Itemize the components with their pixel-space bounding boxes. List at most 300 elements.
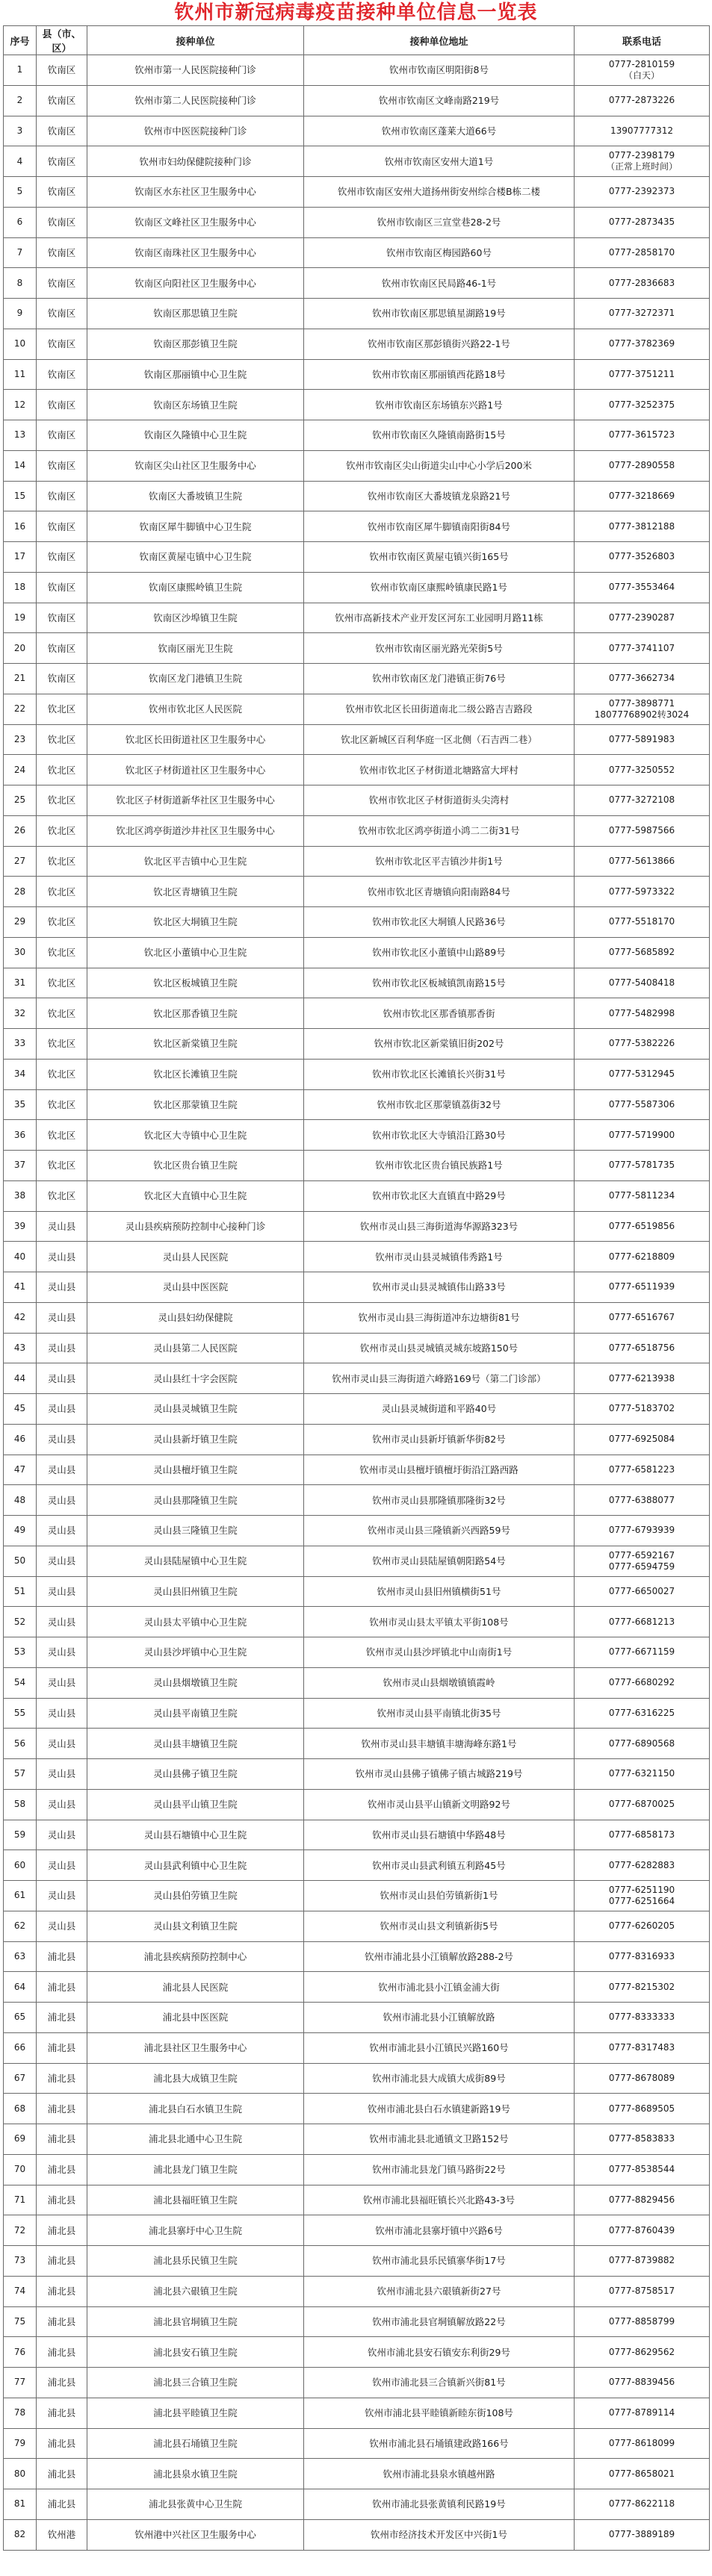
table-row bbox=[4, 1667, 710, 1698]
row-phone: 0777-6282883 bbox=[575, 1850, 710, 1881]
row-district: 钦北区 bbox=[37, 1120, 87, 1151]
row-number: 64 bbox=[4, 1972, 37, 2003]
row-number: 75 bbox=[4, 2306, 37, 2337]
table-row bbox=[4, 2276, 710, 2306]
row-number: 26 bbox=[4, 815, 37, 846]
row-address: 钦州市灵山县灵城镇伟山路33号 bbox=[304, 1272, 575, 1303]
row-address: 钦州市钦北区大直镇直中路29号 bbox=[304, 1180, 575, 1211]
row-number: 43 bbox=[4, 1333, 37, 1363]
row-unit: 钦北区长田街道社区卫生服务中心 bbox=[87, 724, 304, 755]
row-number: 33 bbox=[4, 1029, 37, 1060]
table-row bbox=[4, 2003, 710, 2033]
row-address: 钦州市钦南区文峰南路219号 bbox=[304, 85, 575, 116]
row-unit: 钦南区犀牛脚镇中心卫生院 bbox=[87, 511, 304, 542]
row-unit: 钦州市第二人民医院接种门诊 bbox=[87, 85, 304, 116]
row-unit: 钦北区新棠镇卫生院 bbox=[87, 1029, 304, 1060]
row-number: 16 bbox=[4, 511, 37, 542]
row-district: 钦北区 bbox=[37, 1151, 87, 1181]
row-address: 钦州市灵山县三海街道冲东边塘街81号 bbox=[304, 1302, 575, 1333]
row-address: 钦北区新城区百利华庭一区北侧（石吉西二巷） bbox=[304, 724, 575, 755]
row-district: 浦北县 bbox=[37, 2428, 87, 2459]
table-row bbox=[4, 1059, 710, 1089]
row-district: 钦南区 bbox=[37, 420, 87, 451]
row-number: 58 bbox=[4, 1789, 37, 1820]
row-unit: 钦南区水东社区卫生服务中心 bbox=[87, 177, 304, 208]
row-unit: 钦北区子材街道新华社区卫生服务中心 bbox=[87, 785, 304, 816]
row-phone: 0777-5408418 bbox=[575, 968, 710, 998]
table-row bbox=[4, 1698, 710, 1729]
table-row bbox=[4, 2459, 710, 2489]
row-address: 钦州市钦北区子材街道北塘路富大坪村 bbox=[304, 755, 575, 785]
table-row bbox=[4, 1729, 710, 1759]
table-row bbox=[4, 998, 710, 1029]
row-unit: 钦州市中医医院接种门诊 bbox=[87, 116, 304, 146]
row-address: 钦州市钦南区蓬莱大道66号 bbox=[304, 116, 575, 146]
row-district: 钦南区 bbox=[37, 116, 87, 146]
row-number: 82 bbox=[4, 2519, 37, 2550]
row-unit: 灵山县佛子镇卫生院 bbox=[87, 1759, 304, 1790]
row-number: 77 bbox=[4, 2368, 37, 2398]
row-number: 38 bbox=[4, 1180, 37, 1211]
table-row bbox=[4, 2185, 710, 2215]
row-address: 钦州市灵山县陆屋镇朝阳路54号 bbox=[304, 1546, 575, 1576]
row-number: 8 bbox=[4, 268, 37, 299]
row-address: 钦州市钦北区板城镇凯南路15号 bbox=[304, 968, 575, 998]
row-district: 灵山县 bbox=[37, 1759, 87, 1790]
row-address: 钦州市灵山县太平镇太平街108号 bbox=[304, 1607, 575, 1637]
row-number: 22 bbox=[4, 694, 37, 724]
row-district: 钦南区 bbox=[37, 450, 87, 481]
row-address: 钦州市钦南区安州大道扬州街安州综合楼B栋二楼 bbox=[304, 177, 575, 208]
row-district: 钦南区 bbox=[37, 542, 87, 573]
row-district: 浦北县 bbox=[37, 2368, 87, 2398]
table-row bbox=[4, 846, 710, 877]
row-address: 钦州市高新技术产业开发区河东工业园明月路11栋 bbox=[304, 603, 575, 633]
row-phone: 0777-3782369 bbox=[575, 329, 710, 359]
row-phone: 0777-5613866 bbox=[575, 846, 710, 877]
row-phone: 0777-5183702 bbox=[575, 1394, 710, 1425]
row-unit: 浦北县张黄中心卫生院 bbox=[87, 2489, 304, 2520]
row-unit: 钦北区长滩镇卫生院 bbox=[87, 1059, 304, 1089]
row-address: 钦州市钦南区东场镇东兴路1号 bbox=[304, 390, 575, 420]
row-phone: 0777-8538544 bbox=[575, 2154, 710, 2185]
row-district: 钦南区 bbox=[37, 299, 87, 329]
row-phone: 0777-6260205 bbox=[575, 1911, 710, 1941]
row-address: 钦州市灵山县沙坪镇北中山南街1号 bbox=[304, 1637, 575, 1668]
row-phone: 0777-6213938 bbox=[575, 1363, 710, 1394]
row-district: 灵山县 bbox=[37, 1302, 87, 1333]
table-row bbox=[4, 1363, 710, 1394]
row-district: 钦北区 bbox=[37, 1059, 87, 1089]
header-district: 县（市、区） bbox=[37, 26, 87, 55]
row-address: 钦州市浦北县白石水镇建新路19号 bbox=[304, 2094, 575, 2124]
row-number: 3 bbox=[4, 116, 37, 146]
table-row bbox=[4, 2124, 710, 2155]
row-district: 灵山县 bbox=[37, 1729, 87, 1759]
table-row bbox=[4, 2094, 710, 2124]
table-row bbox=[4, 1455, 710, 1485]
row-unit: 钦南区黄屋屯镇中心卫生院 bbox=[87, 542, 304, 573]
row-phone: 0777-6650027 bbox=[575, 1576, 710, 1607]
row-unit: 浦北县疾病预防控制中心 bbox=[87, 1941, 304, 1972]
row-phone: 0777-8839456 bbox=[575, 2368, 710, 2398]
row-district: 灵山县 bbox=[37, 1242, 87, 1272]
row-phone: 0777-3272108 bbox=[575, 785, 710, 816]
row-district: 浦北县 bbox=[37, 2215, 87, 2246]
row-phone: 0777-8789114 bbox=[575, 2398, 710, 2428]
table-row bbox=[4, 2428, 710, 2459]
table-row bbox=[4, 299, 710, 329]
row-number: 34 bbox=[4, 1059, 37, 1089]
table-row bbox=[4, 1820, 710, 1850]
row-phone: 0777-6681213 bbox=[575, 1607, 710, 1637]
row-number: 81 bbox=[4, 2489, 37, 2520]
row-phone: 0777-3218669 bbox=[575, 481, 710, 511]
table-row bbox=[4, 1972, 710, 2003]
table-row bbox=[4, 1089, 710, 1120]
row-number: 56 bbox=[4, 1729, 37, 1759]
table-row bbox=[4, 1881, 710, 1911]
row-number: 67 bbox=[4, 2063, 37, 2094]
row-phone: 0777-3812188 bbox=[575, 511, 710, 542]
row-unit: 浦北县官垌镇卫生院 bbox=[87, 2306, 304, 2337]
row-district: 灵山县 bbox=[37, 1363, 87, 1394]
row-address: 钦州市灵山县三海街道六峰路169号（第二门诊部） bbox=[304, 1363, 575, 1394]
table-row bbox=[4, 2398, 710, 2428]
row-address: 钦州市钦南区梅园路60号 bbox=[304, 237, 575, 268]
table-row bbox=[4, 268, 710, 299]
row-address: 钦州市浦北县石埇镇建政路166号 bbox=[304, 2428, 575, 2459]
row-number: 30 bbox=[4, 937, 37, 968]
row-unit: 钦北区贵台镇卫生院 bbox=[87, 1151, 304, 1181]
row-unit: 钦州市妇幼保健院接种门诊 bbox=[87, 146, 304, 177]
table-row bbox=[4, 1333, 710, 1363]
row-phone: 13907777312 bbox=[575, 116, 710, 146]
row-unit: 浦北县社区卫生服务中心 bbox=[87, 2032, 304, 2063]
row-district: 灵山县 bbox=[37, 1333, 87, 1363]
row-district: 灵山县 bbox=[37, 1424, 87, 1455]
row-phone: 0777-3526803 bbox=[575, 542, 710, 573]
row-unit: 浦北县龙门镇卫生院 bbox=[87, 2154, 304, 2185]
row-district: 钦北区 bbox=[37, 846, 87, 877]
row-address: 钦州市灵山县武利镇五利路45号 bbox=[304, 1850, 575, 1881]
table-row bbox=[4, 815, 710, 846]
row-phone: 0777-3553464 bbox=[575, 572, 710, 603]
row-unit: 灵山县伯劳镇卫生院 bbox=[87, 1881, 304, 1911]
row-number: 23 bbox=[4, 724, 37, 755]
row-address: 钦州市浦北县龙门镇马路街22号 bbox=[304, 2154, 575, 2185]
row-address: 钦州市经济技术开发区中兴街1号 bbox=[304, 2519, 575, 2550]
row-number: 46 bbox=[4, 1424, 37, 1455]
row-district: 灵山县 bbox=[37, 1637, 87, 1668]
row-unit: 钦南区久隆镇中心卫生院 bbox=[87, 420, 304, 451]
row-unit: 浦北县北通中心卫生院 bbox=[87, 2124, 304, 2155]
row-phone: 0777-6793939 bbox=[575, 1516, 710, 1546]
row-unit: 浦北县安石镇卫生院 bbox=[87, 2337, 304, 2368]
row-phone: 0777-8618099 bbox=[575, 2428, 710, 2459]
row-address: 钦州市灵山县三海街道海华源路323号 bbox=[304, 1211, 575, 1242]
row-address: 钦州市钦南区安州大道1号 bbox=[304, 146, 575, 177]
row-number: 19 bbox=[4, 603, 37, 633]
row-address: 钦州市浦北县乐民镇寨华街17号 bbox=[304, 2246, 575, 2277]
row-phone: 0777-6218809 bbox=[575, 1242, 710, 1272]
row-number: 40 bbox=[4, 1242, 37, 1272]
row-address: 钦州市浦北县小江镇金浦大街 bbox=[304, 1972, 575, 2003]
table-row bbox=[4, 146, 710, 177]
row-unit: 灵山县檀圩镇卫生院 bbox=[87, 1455, 304, 1485]
row-district: 浦北县 bbox=[37, 2489, 87, 2520]
row-number: 27 bbox=[4, 846, 37, 877]
row-phone: 0777-3889189 bbox=[575, 2519, 710, 2550]
row-phone: 0777-5719900 bbox=[575, 1120, 710, 1151]
row-address: 钦州市浦北县张黄镇利民路19号 bbox=[304, 2489, 575, 2520]
row-number: 65 bbox=[4, 2003, 37, 2033]
table-row bbox=[4, 664, 710, 694]
row-district: 浦北县 bbox=[37, 2003, 87, 2033]
row-district: 钦南区 bbox=[37, 85, 87, 116]
table-row bbox=[4, 968, 710, 998]
row-address: 钦州市钦北区青塘镇向阳南路84号 bbox=[304, 877, 575, 907]
row-unit: 灵山县烟墩镇卫生院 bbox=[87, 1667, 304, 1698]
row-district: 钦南区 bbox=[37, 359, 87, 390]
table-row bbox=[4, 1850, 710, 1881]
row-number: 29 bbox=[4, 907, 37, 938]
row-address: 钦州市浦北县六硍镇新街27号 bbox=[304, 2276, 575, 2306]
row-number: 71 bbox=[4, 2185, 37, 2215]
table-row bbox=[4, 1911, 710, 1941]
row-phone: 0777-5891983 bbox=[575, 724, 710, 755]
row-number: 66 bbox=[4, 2032, 37, 2063]
row-district: 浦北县 bbox=[37, 2063, 87, 2094]
row-unit: 浦北县中医医院 bbox=[87, 2003, 304, 2033]
row-unit: 钦州市钦北区人民医院 bbox=[87, 694, 304, 724]
row-address: 钦州市灵山县新圩镇新华街82号 bbox=[304, 1424, 575, 1455]
table-row bbox=[4, 2337, 710, 2368]
row-district: 浦北县 bbox=[37, 2094, 87, 2124]
row-number: 70 bbox=[4, 2154, 37, 2185]
row-district: 浦北县 bbox=[37, 1941, 87, 1972]
row-phone: 0777-8760439 bbox=[575, 2215, 710, 2246]
row-unit: 灵山县石塘镇中心卫生院 bbox=[87, 1820, 304, 1850]
row-district: 钦南区 bbox=[37, 603, 87, 633]
row-number: 76 bbox=[4, 2337, 37, 2368]
row-district: 钦北区 bbox=[37, 1089, 87, 1120]
row-phone: 0777-8758517 bbox=[575, 2276, 710, 2306]
row-address: 钦州市灵山县平南镇北街35号 bbox=[304, 1698, 575, 1729]
row-address: 钦州市钦北区大寺镇沿江路30号 bbox=[304, 1120, 575, 1151]
table-row bbox=[4, 785, 710, 816]
row-phone: 0777-6870025 bbox=[575, 1789, 710, 1820]
row-district: 钦北区 bbox=[37, 755, 87, 785]
table-row bbox=[4, 511, 710, 542]
table-row bbox=[4, 937, 710, 968]
row-district: 灵山县 bbox=[37, 1607, 87, 1637]
row-phone: 0777-5587306 bbox=[575, 1089, 710, 1120]
row-district: 钦北区 bbox=[37, 968, 87, 998]
row-address: 钦州市灵山县伯劳镇新街1号 bbox=[304, 1881, 575, 1911]
row-phone: 0777-3741107 bbox=[575, 633, 710, 664]
row-address: 钦州市钦南区龙门港镇正街76号 bbox=[304, 664, 575, 694]
table-row bbox=[4, 877, 710, 907]
table-row bbox=[4, 85, 710, 116]
row-district: 浦北县 bbox=[37, 2246, 87, 2277]
row-number: 36 bbox=[4, 1120, 37, 1151]
table-row bbox=[4, 1576, 710, 1607]
row-unit: 钦州港中兴社区卫生服务中心 bbox=[87, 2519, 304, 2550]
row-district: 灵山县 bbox=[37, 1667, 87, 1698]
row-address: 钦州市钦北区大垌镇人民路36号 bbox=[304, 907, 575, 938]
table-row bbox=[4, 2368, 710, 2398]
row-district: 钦北区 bbox=[37, 937, 87, 968]
row-number: 7 bbox=[4, 237, 37, 268]
row-unit: 钦南区丽光卫生院 bbox=[87, 633, 304, 664]
table-row bbox=[4, 481, 710, 511]
table-row bbox=[4, 177, 710, 208]
row-district: 浦北县 bbox=[37, 2459, 87, 2489]
table-row bbox=[4, 390, 710, 420]
table-row bbox=[4, 237, 710, 268]
row-district: 钦北区 bbox=[37, 877, 87, 907]
row-number: 80 bbox=[4, 2459, 37, 2489]
table-row bbox=[4, 1941, 710, 1972]
row-unit: 灵山县人民医院 bbox=[87, 1242, 304, 1272]
row-district: 灵山县 bbox=[37, 1576, 87, 1607]
row-phone: 0777-2890558 bbox=[575, 450, 710, 481]
row-unit: 浦北县乐民镇卫生院 bbox=[87, 2246, 304, 2277]
row-phone: 0777-6592167 0777-6594759 bbox=[575, 1546, 710, 1576]
row-unit: 钦北区小董镇中心卫生院 bbox=[87, 937, 304, 968]
row-unit: 钦南区文峰社区卫生服务中心 bbox=[87, 207, 304, 237]
row-district: 钦南区 bbox=[37, 146, 87, 177]
header-address: 接种单位地址 bbox=[304, 26, 575, 55]
row-number: 14 bbox=[4, 450, 37, 481]
row-address: 钦州市钦北区新棠镇旧街202号 bbox=[304, 1029, 575, 1060]
table-row bbox=[4, 329, 710, 359]
row-address: 钦州市钦南区犀牛脚镇南阳街84号 bbox=[304, 511, 575, 542]
table-row bbox=[4, 1120, 710, 1151]
row-phone: 0777-3250552 bbox=[575, 755, 710, 785]
row-phone: 0777-2398179 （正常上班时间） bbox=[575, 146, 710, 177]
row-unit: 钦南区向阳社区卫生服务中心 bbox=[87, 268, 304, 299]
row-unit: 浦北县平睦镇卫生院 bbox=[87, 2398, 304, 2428]
table-row bbox=[4, 116, 710, 146]
table-row bbox=[4, 2063, 710, 2094]
row-phone: 0777-5987566 bbox=[575, 815, 710, 846]
row-number: 60 bbox=[4, 1850, 37, 1881]
table-row bbox=[4, 724, 710, 755]
header-unit: 接种单位 bbox=[87, 26, 304, 55]
table-row bbox=[4, 2246, 710, 2277]
row-unit: 灵山县那隆镇卫生院 bbox=[87, 1485, 304, 1516]
row-phone: 0777-2810159 （白天） bbox=[575, 55, 710, 86]
row-phone: 0777-8316933 bbox=[575, 1941, 710, 1972]
row-phone: 0777-8858799 bbox=[575, 2306, 710, 2337]
table-row bbox=[4, 1151, 710, 1181]
row-unit: 灵山县武利镇中心卫生院 bbox=[87, 1850, 304, 1881]
table-row bbox=[4, 2489, 710, 2520]
row-unit: 钦南区康熙岭镇卫生院 bbox=[87, 572, 304, 603]
row-number: 2 bbox=[4, 85, 37, 116]
row-address: 钦州市灵山县丰塘镇丰塘海峰东路1号 bbox=[304, 1729, 575, 1759]
row-district: 灵山县 bbox=[37, 1789, 87, 1820]
row-phone: 0777-6321150 bbox=[575, 1759, 710, 1790]
table-row bbox=[4, 907, 710, 938]
row-address: 钦州市浦北县官垌镇解放路22号 bbox=[304, 2306, 575, 2337]
header-phone: 联系电话 bbox=[575, 26, 710, 55]
row-unit: 钦南区那彭镇卫生院 bbox=[87, 329, 304, 359]
row-address: 钦州市钦南区三宣堂巷28-2号 bbox=[304, 207, 575, 237]
table-row bbox=[4, 2519, 710, 2550]
row-phone: 0777-8689505 bbox=[575, 2094, 710, 2124]
row-address: 钦州市灵山县文利镇新街5号 bbox=[304, 1911, 575, 1941]
row-unit: 浦北县福旺镇卫生院 bbox=[87, 2185, 304, 2215]
row-address: 钦州市浦北县安石镇安东利街29号 bbox=[304, 2337, 575, 2368]
row-unit: 灵山县平山镇卫生院 bbox=[87, 1789, 304, 1820]
row-number: 45 bbox=[4, 1394, 37, 1425]
row-district: 钦南区 bbox=[37, 390, 87, 420]
row-phone: 0777-2873226 bbox=[575, 85, 710, 116]
row-number: 13 bbox=[4, 420, 37, 451]
table-row bbox=[4, 755, 710, 785]
row-district: 灵山县 bbox=[37, 1485, 87, 1516]
row-district: 钦北区 bbox=[37, 907, 87, 938]
table-row bbox=[4, 603, 710, 633]
row-phone: 0777-5312945 bbox=[575, 1059, 710, 1089]
row-number: 57 bbox=[4, 1759, 37, 1790]
row-address: 钦州市钦南区黄屋屯镇兴街165号 bbox=[304, 542, 575, 573]
table-row bbox=[4, 1029, 710, 1060]
row-number: 52 bbox=[4, 1607, 37, 1637]
row-phone: 0777-8739882 bbox=[575, 2246, 710, 2277]
row-phone: 0777-8215302 bbox=[575, 1972, 710, 2003]
vaccination-sites-table bbox=[3, 25, 710, 2551]
row-unit: 浦北县三合镇卫生院 bbox=[87, 2368, 304, 2398]
row-phone: 0777-8333333 bbox=[575, 2003, 710, 2033]
row-number: 25 bbox=[4, 785, 37, 816]
row-district: 钦北区 bbox=[37, 1029, 87, 1060]
row-unit: 钦北区大垌镇卫生院 bbox=[87, 907, 304, 938]
row-address: 钦州市钦南区大番坡镇龙泉路21号 bbox=[304, 481, 575, 511]
table-row bbox=[4, 1272, 710, 1303]
row-phone: 0777-5518170 bbox=[575, 907, 710, 938]
row-phone: 0777-6316225 bbox=[575, 1698, 710, 1729]
row-district: 浦北县 bbox=[37, 2306, 87, 2337]
row-address: 钦州市钦北区长滩镇长兴街31号 bbox=[304, 1059, 575, 1089]
row-unit: 钦南区大番坡镇卫生院 bbox=[87, 481, 304, 511]
row-district: 灵山县 bbox=[37, 1211, 87, 1242]
row-address: 钦州市浦北县小江镇解放路 bbox=[304, 2003, 575, 2033]
row-unit: 钦北区青塘镇卫生院 bbox=[87, 877, 304, 907]
row-address: 钦州市浦北县福旺镇长兴北路43-3号 bbox=[304, 2185, 575, 2215]
row-district: 钦北区 bbox=[37, 724, 87, 755]
row-district: 钦南区 bbox=[37, 237, 87, 268]
row-phone: 0777-6890568 bbox=[575, 1729, 710, 1759]
table-row bbox=[4, 1789, 710, 1820]
table-row bbox=[4, 1424, 710, 1455]
row-address: 钦州市钦北区贵台镇民族路1号 bbox=[304, 1151, 575, 1181]
row-phone: 0777-6516767 bbox=[575, 1302, 710, 1333]
row-phone: 0777-3252375 bbox=[575, 390, 710, 420]
row-district: 浦北县 bbox=[37, 2185, 87, 2215]
row-address: 钦州市钦南区那彭镇街兴路22-1号 bbox=[304, 329, 575, 359]
row-unit: 灵山县新圩镇卫生院 bbox=[87, 1424, 304, 1455]
row-unit: 钦北区大直镇中心卫生院 bbox=[87, 1180, 304, 1211]
row-number: 79 bbox=[4, 2428, 37, 2459]
table-row bbox=[4, 1516, 710, 1546]
row-number: 44 bbox=[4, 1363, 37, 1394]
row-unit: 浦北县石埇镇卫生院 bbox=[87, 2428, 304, 2459]
row-address: 钦州市浦北县平睦镇新睦东街108号 bbox=[304, 2398, 575, 2428]
